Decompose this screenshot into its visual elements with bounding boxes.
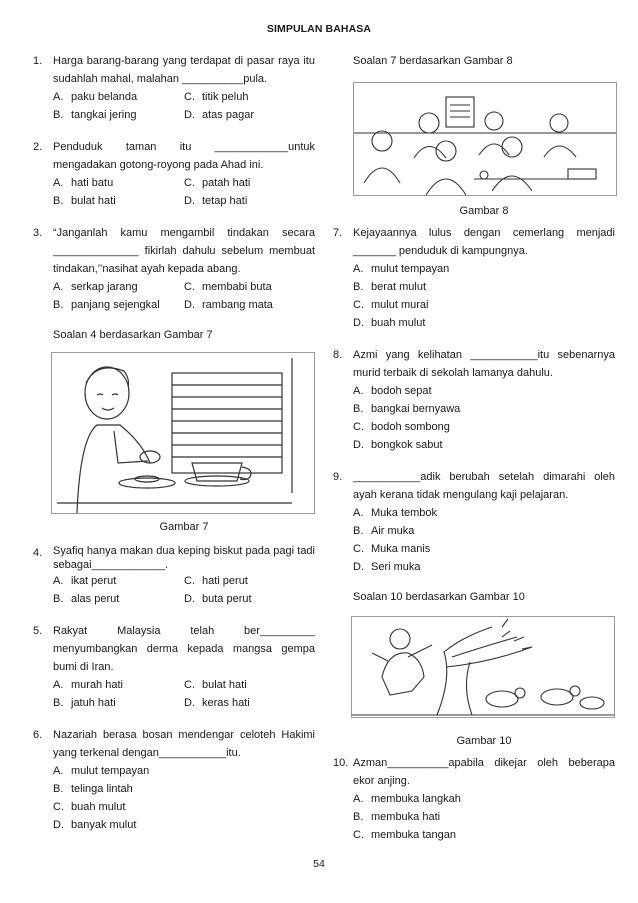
question-3 — [33, 224, 315, 314]
option-b[interactable]: B. jatuh hati — [53, 697, 116, 709]
question-1 — [33, 52, 315, 124]
option-b[interactable]: B. bangkai bernyawa — [353, 403, 461, 415]
question-number: 8. — [333, 349, 343, 361]
question-number: 9. — [333, 471, 343, 483]
options — [53, 676, 315, 712]
option-b[interactable]: B. membuka hati — [353, 811, 441, 823]
question-number: 3. — [33, 227, 43, 239]
option-c[interactable]: C. Muka manis — [353, 543, 431, 555]
question-number: 10. — [333, 757, 349, 769]
question-number: 7. — [333, 227, 343, 239]
option-a[interactable]: A. serkap jarang — [53, 281, 138, 293]
question-text: Kejayaannya lulus dengan cemerlang menjadi _______ penduduk di kampungnya. — [353, 227, 615, 257]
left-column — [33, 52, 315, 834]
options — [353, 504, 615, 576]
question-9 — [333, 468, 615, 576]
options — [53, 762, 315, 834]
option-d[interactable]: D. rambang mata — [184, 299, 273, 311]
options — [353, 382, 615, 454]
soalan-4-note: Soalan 4 berdasarkan Gambar 7 — [53, 329, 213, 341]
soalan-10-note: Soalan 10 berdasarkan Gambar 10 — [353, 591, 525, 603]
option-d[interactable]: D. tetap hati — [184, 195, 248, 207]
right-column — [333, 52, 615, 844]
page-number: 54 — [313, 858, 325, 870]
question-text: Azman__________apabila dikejar oleh beberapa ekor anjing. — [353, 757, 615, 787]
option-c[interactable]: C. hati perut — [184, 575, 248, 587]
question-7 — [333, 224, 615, 332]
options — [53, 174, 315, 210]
question-number: 5. — [33, 625, 43, 637]
option-a[interactable]: A. mulut tempayan — [53, 765, 150, 777]
option-b[interactable]: B. Air muka — [353, 525, 415, 537]
man-chased-by-dogs-drawing — [352, 617, 614, 717]
option-a[interactable]: A. hati batu — [53, 177, 114, 189]
boy-eating-biscuit-drawing — [52, 353, 314, 513]
option-c[interactable]: C. patah hati — [184, 177, 251, 189]
option-b[interactable]: B. tangkai jering — [53, 109, 137, 121]
question-2 — [33, 138, 315, 210]
question-number: 6. — [33, 729, 43, 741]
options — [53, 278, 315, 314]
question-text: Nazariah berasa bosan mendengar celoteh Hakimi yang terkenal dengan___________itu. — [53, 729, 315, 759]
question-text: Syafiq hanya makan dua keping biskut pada pagi tadi sebagai____________. — [53, 545, 315, 571]
option-a[interactable]: A. membuka langkah — [353, 793, 461, 805]
question-6 — [33, 726, 315, 834]
option-a[interactable]: A. Muka tembok — [353, 507, 438, 519]
gambar-8-illustration — [353, 82, 617, 196]
option-a[interactable]: A. ikat perut — [53, 575, 117, 587]
option-c[interactable]: C. bulat hati — [184, 679, 247, 691]
question-number: 2. — [33, 141, 43, 153]
option-c[interactable]: C. buah mulut — [53, 801, 126, 813]
option-a[interactable]: A. bodoh sepat — [353, 385, 432, 397]
question-5 — [33, 622, 315, 712]
options — [353, 260, 615, 332]
option-c[interactable]: C. mulut murai — [353, 299, 429, 311]
option-c[interactable]: C. membabi buta — [184, 281, 272, 293]
page-title: SIMPULAN BAHASA — [266, 23, 372, 35]
soalan-7-note: Soalan 7 berdasarkan Gambar 8 — [353, 55, 513, 67]
option-c[interactable]: C. membuka tangan — [353, 829, 456, 841]
question-number: 4. — [33, 547, 43, 559]
option-d[interactable]: D. buah mulut — [353, 317, 426, 329]
question-number: 1. — [33, 55, 43, 67]
family-meeting-drawing — [354, 83, 616, 195]
option-a[interactable]: A. paku belanda — [53, 91, 138, 103]
options — [53, 572, 315, 608]
option-d[interactable]: D. buta perut — [184, 593, 252, 605]
option-a[interactable]: A. murah hati — [53, 679, 123, 691]
gambar-7-illustration — [51, 352, 315, 514]
option-d[interactable]: D. banyak mulut — [53, 819, 137, 831]
option-d[interactable]: D. bongkok sabut — [353, 439, 443, 451]
option-b[interactable]: B. berat mulut — [353, 281, 427, 293]
option-a[interactable]: A. mulut tempayan — [353, 263, 450, 275]
question-8 — [333, 346, 615, 454]
option-d[interactable]: D. keras hati — [184, 697, 250, 709]
option-b[interactable]: B. alas perut — [53, 593, 120, 605]
gambar-10-caption: Gambar 10 — [456, 735, 512, 747]
question-10 — [333, 754, 615, 844]
option-d[interactable]: D. atas pagar — [184, 109, 254, 121]
option-c[interactable]: C. bodoh sombong — [353, 421, 450, 433]
question-text: Rakyat Malaysia telah ber_________ menyumbangkan derma kepada mangsa gempa bumi di Iran. — [53, 625, 315, 673]
option-c[interactable]: C. titik peluh — [184, 91, 249, 103]
question-text: ___________adik berubah setelah dimarahi oleh ayah kerana tidak mengulang kaji pelajaran. — [353, 471, 615, 501]
options — [53, 88, 315, 124]
gambar-8-caption: Gambar 8 — [459, 205, 509, 217]
gambar-7-caption: Gambar 7 — [159, 521, 209, 533]
options — [353, 790, 615, 844]
gambar-10-illustration — [351, 616, 615, 718]
option-b[interactable]: B. bulat hati — [53, 195, 116, 207]
question-text: Penduduk taman itu ____________untuk mengadakan gotong-royong pada Ahad ini. — [53, 141, 315, 171]
option-d[interactable]: D. Seri muka — [353, 561, 421, 573]
question-text: Azmi yang kelihatan ___________itu sebenarnya murid terbaik di sekolah lamanya dahulu. — [353, 349, 615, 379]
question-text: “Janganlah kamu mengambil tindakan secara ______________ fikirlah dahulu sebelum membuat tindakan,’’nasihat ayah kepada abang. — [53, 227, 315, 275]
question-text: Harga barang-barang yang terdapat di pasar raya itu sudahlah mahal, malahan __________pula. — [53, 55, 315, 85]
question-4 — [33, 544, 315, 608]
option-b[interactable]: B. telinga lintah — [53, 783, 133, 795]
option-b[interactable]: B. panjang sejengkal — [53, 299, 160, 311]
